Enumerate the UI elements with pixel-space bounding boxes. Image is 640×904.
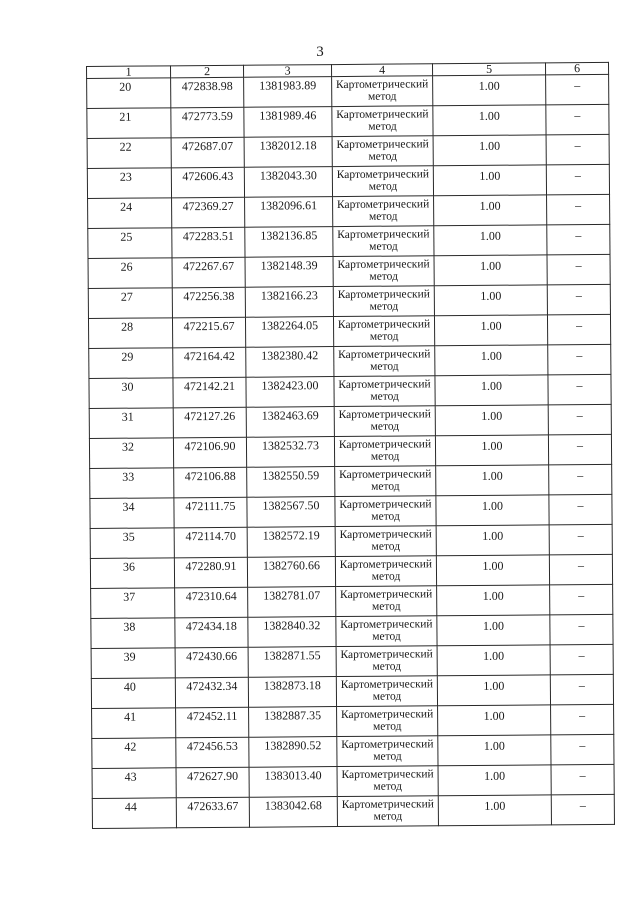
method-cell: Картометрический метод: [336, 616, 437, 647]
coordinates-table: [86, 62, 615, 829]
table-row: [91, 614, 613, 648]
page-number: 3: [316, 44, 324, 60]
table-row: [87, 104, 609, 138]
description-cell: –: [547, 284, 610, 314]
point-number-cell: 39: [91, 648, 175, 679]
table-row: [89, 344, 611, 378]
description-cell: –: [546, 134, 609, 164]
table-row: [90, 464, 612, 498]
description-cell: –: [548, 404, 611, 434]
table-row: [88, 194, 610, 228]
description-cell: –: [548, 434, 611, 464]
table-row: [88, 284, 610, 318]
accuracy-cell: 1.00: [438, 705, 551, 736]
y-coordinate-cell: 1382423.00: [246, 377, 334, 408]
accuracy-cell: 1.00: [436, 495, 549, 526]
accuracy-cell: 1.00: [436, 555, 549, 586]
x-coordinate-cell: 472127.26: [173, 407, 246, 438]
x-coordinate-cell: 472256.38: [172, 287, 245, 318]
x-coordinate-cell: 472434.18: [175, 617, 248, 648]
table-row: [90, 554, 612, 588]
y-coordinate-cell: 1382264.05: [245, 317, 333, 348]
accuracy-cell: 1.00: [433, 105, 546, 136]
table-row: [91, 674, 613, 708]
accuracy-cell: 1.00: [433, 165, 546, 196]
x-coordinate-cell: 472452.11: [176, 707, 249, 738]
method-cell: Картометрический метод: [335, 496, 436, 527]
table-row: [92, 764, 614, 798]
accuracy-cell: 1.00: [436, 525, 549, 556]
accuracy-cell: 1.00: [438, 735, 551, 766]
point-number-cell: 34: [90, 498, 174, 529]
method-cell: Картометрический метод: [336, 646, 437, 677]
coordinates-sheet: [86, 62, 614, 829]
y-coordinate-cell: 1382567.50: [247, 497, 335, 528]
method-cell: Картометрический метод: [335, 526, 436, 557]
accuracy-cell: 1.00: [438, 765, 551, 796]
table-row: [89, 434, 611, 468]
x-coordinate-cell: 472106.90: [173, 437, 246, 468]
description-cell: –: [550, 644, 613, 674]
point-number-cell: 28: [88, 318, 172, 349]
point-number-cell: 42: [92, 738, 176, 769]
accuracy-cell: 1.00: [435, 345, 548, 376]
table-row: [92, 794, 614, 828]
accuracy-cell: 1.00: [434, 225, 547, 256]
x-coordinate-cell: 472310.64: [175, 587, 248, 618]
x-coordinate-cell: 472369.27: [172, 197, 245, 228]
accuracy-cell: 1.00: [434, 195, 547, 226]
y-coordinate-cell: 1382043.30: [244, 167, 332, 198]
point-number-cell: 24: [88, 198, 172, 229]
x-coordinate-cell: 472142.21: [173, 377, 246, 408]
accuracy-cell: 1.00: [437, 675, 550, 706]
description-cell: –: [550, 584, 613, 614]
method-cell: Картометрический метод: [335, 556, 436, 587]
y-coordinate-cell: 1382887.35: [249, 707, 337, 738]
method-cell: Картометрический метод: [333, 256, 434, 287]
method-cell: Картометрический метод: [337, 706, 438, 737]
point-number-cell: 22: [87, 138, 171, 169]
description-cell: –: [551, 794, 614, 824]
point-number-cell: 31: [89, 408, 173, 439]
point-number-cell: 38: [91, 618, 175, 649]
y-coordinate-cell: 1382532.73: [246, 437, 334, 468]
table-row: [88, 224, 610, 258]
accuracy-cell: 1.00: [433, 75, 546, 106]
x-coordinate-cell: 472267.67: [172, 257, 245, 288]
y-coordinate-cell: 1382890.52: [249, 737, 337, 768]
method-cell: Картометрический метод: [334, 346, 435, 377]
description-cell: –: [549, 524, 612, 554]
x-coordinate-cell: 472606.43: [171, 167, 244, 198]
point-number-cell: 40: [91, 678, 175, 709]
x-coordinate-cell: 472215.67: [172, 317, 245, 348]
method-cell: Картометрический метод: [333, 196, 434, 227]
description-cell: –: [546, 104, 609, 134]
y-coordinate-cell: 1383042.68: [249, 797, 337, 828]
method-cell: Картометрический метод: [336, 586, 437, 617]
y-coordinate-cell: 1382550.59: [247, 467, 335, 498]
x-coordinate-cell: 472283.51: [172, 227, 245, 258]
accuracy-cell: 1.00: [433, 135, 546, 166]
y-coordinate-cell: 1382380.42: [246, 347, 334, 378]
x-coordinate-cell: 472432.34: [175, 677, 248, 708]
accuracy-cell: 1.00: [434, 255, 547, 286]
y-coordinate-cell: 1382012.18: [244, 137, 332, 168]
description-cell: –: [547, 254, 610, 284]
table-row: [89, 374, 611, 408]
point-number-cell: 23: [87, 168, 171, 199]
point-number-cell: 44: [92, 798, 176, 829]
method-cell: Картометрический метод: [334, 406, 435, 437]
table-row: [87, 74, 609, 108]
table-row: [91, 584, 613, 618]
point-number-cell: 41: [92, 708, 176, 739]
x-coordinate-cell: 472114.70: [174, 527, 247, 558]
accuracy-cell: 1.00: [435, 405, 548, 436]
description-cell: –: [551, 764, 614, 794]
description-cell: –: [546, 74, 609, 104]
description-cell: –: [547, 314, 610, 344]
description-cell: –: [548, 374, 611, 404]
description-cell: –: [551, 734, 614, 764]
table-row: [92, 704, 614, 738]
method-cell: Картометрический метод: [332, 136, 433, 167]
method-cell: Картометрический метод: [335, 466, 436, 497]
description-cell: –: [548, 344, 611, 374]
accuracy-cell: 1.00: [435, 435, 548, 466]
method-cell: Картометрический метод: [332, 166, 433, 197]
y-coordinate-cell: 1382873.18: [248, 677, 336, 708]
y-coordinate-cell: 1382148.39: [245, 257, 333, 288]
method-cell: Картометрический метод: [334, 376, 435, 407]
header-col-4: 4: [331, 64, 432, 77]
y-coordinate-cell: 1382463.69: [246, 407, 334, 438]
accuracy-cell: 1.00: [434, 315, 547, 346]
accuracy-cell: 1.00: [434, 285, 547, 316]
table-row: [92, 734, 614, 768]
method-cell: Картометрический метод: [333, 226, 434, 257]
accuracy-cell: 1.00: [436, 465, 549, 496]
description-cell: –: [550, 614, 613, 644]
point-number-cell: 27: [88, 288, 172, 319]
table-row: [90, 494, 612, 528]
header-col-5: 5: [432, 63, 545, 76]
accuracy-cell: 1.00: [435, 375, 548, 406]
x-coordinate-cell: 472627.90: [176, 767, 249, 798]
x-coordinate-cell: 472164.42: [173, 347, 246, 378]
method-cell: Картометрический метод: [332, 76, 433, 107]
accuracy-cell: 1.00: [437, 645, 550, 676]
method-cell: Картометрический метод: [333, 316, 434, 347]
x-coordinate-cell: 472687.07: [171, 137, 244, 168]
y-coordinate-cell: 1382781.07: [248, 587, 336, 618]
point-number-cell: 33: [90, 468, 174, 499]
description-cell: –: [550, 674, 613, 704]
y-coordinate-cell: 1382096.61: [245, 197, 333, 228]
point-number-cell: 30: [89, 378, 173, 409]
description-cell: –: [546, 164, 609, 194]
y-coordinate-cell: 1381989.46: [244, 107, 332, 138]
x-coordinate-cell: 472456.53: [176, 737, 249, 768]
point-number-cell: 36: [90, 558, 174, 589]
method-cell: Картометрический метод: [333, 286, 434, 317]
y-coordinate-cell: 1381983.89: [244, 77, 332, 108]
table-row: [87, 134, 609, 168]
header-col-1: 1: [87, 66, 171, 79]
accuracy-cell: 1.00: [437, 585, 550, 616]
table-row: [88, 314, 610, 348]
description-cell: –: [547, 224, 610, 254]
description-cell: –: [549, 554, 612, 584]
x-coordinate-cell: 472106.88: [174, 467, 247, 498]
method-cell: Картометрический метод: [332, 106, 433, 137]
table-row: [87, 164, 609, 198]
accuracy-cell: 1.00: [437, 615, 550, 646]
point-number-cell: 29: [89, 348, 173, 379]
method-cell: Картометрический метод: [337, 736, 438, 767]
method-cell: Картометрический метод: [337, 766, 438, 797]
x-coordinate-cell: 472838.98: [171, 77, 244, 108]
table-row: [88, 254, 610, 288]
y-coordinate-cell: 1382166.23: [245, 287, 333, 318]
point-number-cell: 37: [91, 588, 175, 619]
x-coordinate-cell: 472280.91: [174, 557, 247, 588]
method-cell: Картометрический метод: [334, 436, 435, 467]
table-row: [91, 644, 613, 678]
x-coordinate-cell: 472633.67: [176, 797, 249, 828]
point-number-cell: 35: [90, 528, 174, 559]
point-number-cell: 25: [88, 228, 172, 259]
x-coordinate-cell: 472773.59: [171, 107, 244, 138]
x-coordinate-cell: 472111.75: [174, 497, 247, 528]
point-number-cell: 32: [89, 438, 173, 469]
description-cell: –: [549, 494, 612, 524]
point-number-cell: 20: [87, 78, 171, 109]
table-body: [87, 74, 615, 828]
y-coordinate-cell: 1382871.55: [248, 647, 336, 678]
accuracy-cell: 1.00: [438, 795, 551, 826]
y-coordinate-cell: 1382840.32: [248, 617, 336, 648]
table-row: [89, 404, 611, 438]
table-row: [90, 524, 612, 558]
y-coordinate-cell: 1382760.66: [247, 557, 335, 588]
point-number-cell: 43: [92, 768, 176, 799]
description-cell: –: [549, 464, 612, 494]
y-coordinate-cell: 1382136.85: [245, 227, 333, 258]
description-cell: –: [551, 704, 614, 734]
point-number-cell: 21: [87, 108, 171, 139]
description-cell: –: [547, 194, 610, 224]
method-cell: Картометрический метод: [337, 796, 438, 827]
header-col-6: 6: [545, 62, 608, 74]
header-col-2: 2: [171, 65, 244, 78]
x-coordinate-cell: 472430.66: [175, 647, 248, 678]
method-cell: Картометрический метод: [336, 676, 437, 707]
point-number-cell: 26: [88, 258, 172, 289]
y-coordinate-cell: 1383013.40: [249, 767, 337, 798]
header-col-3: 3: [243, 65, 331, 78]
y-coordinate-cell: 1382572.19: [247, 527, 335, 558]
